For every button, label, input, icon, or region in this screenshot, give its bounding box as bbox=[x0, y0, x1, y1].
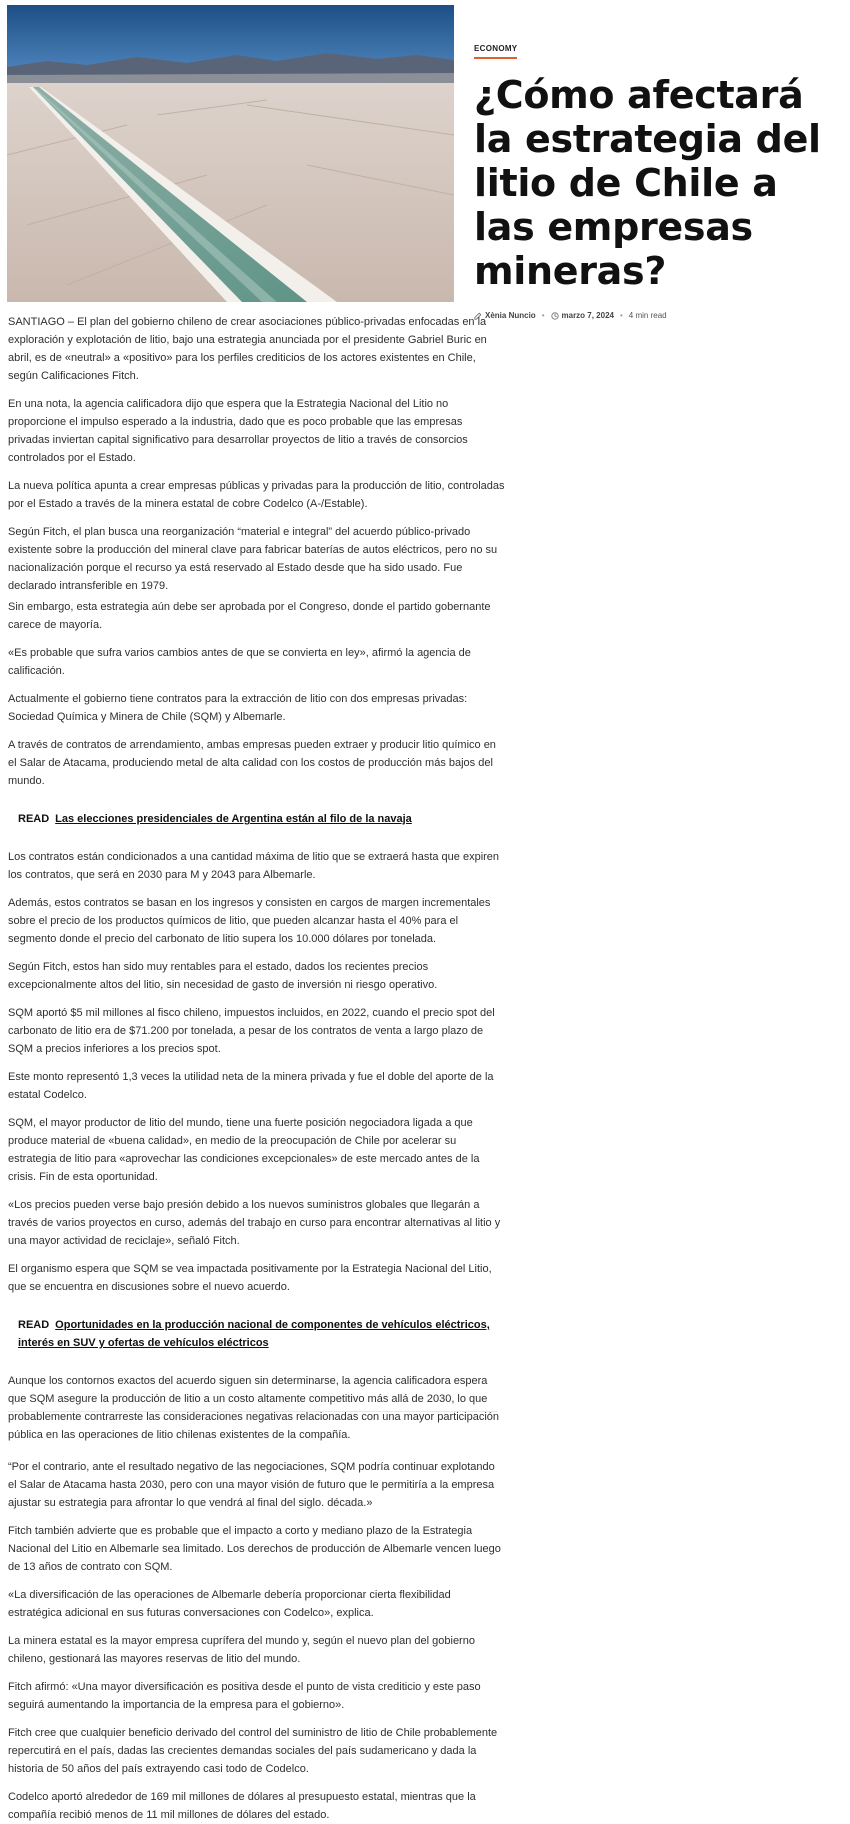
article-paragraph: Actualmente el gobierno tiene contratos para la extracción de litio con dos empresas privadas: Sociedad Química y Minera de Chile (SQM) y Albemarle. bbox=[8, 693, 468, 723]
article-paragraph: En una nota, la agencia calificadora dijo que espera que la Estrategia Nacional del Litio no proporcione el impulso esperado a la industria, dado que es poco probable que las empresas privadas inviertan capital significativo para desarrollar proyectos de litio a través de consorcios controlados por el Estado. bbox=[8, 398, 468, 464]
clock-icon bbox=[551, 312, 559, 320]
article-paragraph: Según Fitch, estos han sido muy rentables para el estado, dados los recientes precios excepcionalmente altos del litio, sin necesidad de gasto de inversión ni riesgo operativo. bbox=[8, 961, 438, 991]
read-also-box bbox=[8, 810, 506, 828]
article-paragraph: «Los precios pueden verse bajo presión debido a los nuevos suministros globales que llegarán a través de varios proyectos en curso, además del trabajo en curso para encontrar alternativas al litio y una mayor actividad de reciclaje», señaló Fitch. bbox=[8, 1199, 501, 1247]
meta-separator: • bbox=[619, 311, 623, 320]
article-title: ¿Cómo afectará la estrategia del litio de Chile a las empresas mineras? bbox=[474, 73, 821, 293]
article-paragraph: El organismo espera que SQM se vea impactada positivamente por la Estrategia Nacional del Litio, que se encuentra en discusiones sobre el nuevo acuerdo. bbox=[8, 1263, 492, 1293]
article-paragraph: Sin embargo, esta estrategia aún debe ser aprobada por el Congreso, donde el partido gobernante carece de mayoría. bbox=[8, 601, 491, 631]
meta-separator: • bbox=[541, 311, 545, 320]
related-article-link[interactable]: Las elecciones presidenciales de Argentina están al filo de la navaja bbox=[55, 813, 412, 825]
article-paragraph: Este monto representó 1,3 veces la utilidad neta de la minera privada y fue el doble del aporte de la estatal Codelco. bbox=[8, 1071, 494, 1101]
article-paragraph: SANTIAGO – El plan del gobierno chileno de crear asociaciones público-privadas enfocadas en la exploración y explotación de litio, bajo una estrategia anunciada por el presidente Gabriel Buric en abril, es de «neutral» a «positivo» para los perfiles crediticios de los actores existentes en Chile, según Calificaciones Fitch. bbox=[8, 316, 487, 382]
article-paragraph: Aunque los contornos exactos del acuerdo siguen sin determinarse, la agencia calificadora espera que SQM asegure la producción de litio a un costo altamente competitivo más allá de 2030, lo que probablemente contrarreste las consideraciones negativas relacionadas con una mayor participación pública en las operaciones de litio chilenas existentes de la compañía. bbox=[8, 1375, 500, 1441]
article-paragraph: La nueva política apunta a crear empresas públicas y privadas para la producción de litio, controladas por el Estado a través de la minera estatal de cobre Codelco (A-/Estable). bbox=[8, 480, 505, 510]
article-paragraph: SQM, el mayor productor de litio del mundo, tiene una fuerte posición negociadora ligada a que produce material de «buena calidad», en medio de la preocupación de Chile por acelerar su estrategia de litio para «aprovechar las condiciones excepcionales» de este mercado antes de la crisis. Fin de esta oportunidad. bbox=[8, 1117, 480, 1183]
read-label: READ bbox=[18, 1319, 50, 1331]
article-paragraph: Codelco aportó alrededor de 169 mil millones de dólares al presupuesto estatal, mientras que la compañía recibió menos de 11 mil millones de dólares del estado. bbox=[8, 1791, 476, 1821]
related-article-link[interactable]: Oportunidades en la producción nacional de componentes de vehículos eléctricos, interés en SUV y ofertas de vehículos eléctricos bbox=[18, 1319, 490, 1349]
article-paragraph: Fitch afirmó: «Una mayor diversificación es positiva desde el punto de vista crediticio y este paso seguirá aumentando la importancia de la empresa para el gobierno». bbox=[8, 1681, 481, 1711]
author-name: Xènia Nuncio bbox=[485, 311, 536, 320]
article-paragraph: Fitch también advierte que es probable que el impacto a corto y mediano plazo de la Estrategia Nacional del Litio en Albemarle sea limitado. Los derechos de producción de Albemarle vencen luego de 13 años de contrato con SQM. bbox=[8, 1525, 501, 1573]
hero-image bbox=[7, 5, 454, 302]
article-meta bbox=[474, 311, 844, 320]
article-header bbox=[474, 38, 844, 320]
article-paragraph: La minera estatal es la mayor empresa cuprífera del mundo y, según el nuevo plan del gobierno chileno, gestionará las mayores reservas de litio del mundo. bbox=[8, 1635, 475, 1665]
read-label: READ bbox=[18, 813, 50, 825]
salt-flat-photo bbox=[7, 5, 454, 302]
article-paragraph: SQM aportó $5 mil millones al fisco chileno, impuestos incluidos, en 2022, cuando el precio spot del carbonato de litio era de $71.200 por tonelada, a pesar de los contratos de venta a largo plazo de SQM a precios inferiores a los precios spot. bbox=[8, 1007, 495, 1055]
article-body bbox=[8, 313, 506, 1824]
article-paragraph: «La diversificación de las operaciones de Albemarle debería proporcionar cierta flexibilidad estratégica adicional en sus futuras conversaciones con Codelco», explica. bbox=[8, 1589, 451, 1619]
date-text: marzo 7, 2024 bbox=[561, 311, 614, 320]
article-paragraph: Según Fitch, el plan busca una reorganización “material e integral” del acuerdo público-privado existente sobre la producción del mineral clave para fabricar baterías de autos eléctricos, pero no su nacionalización porque el recurso ya está reservado al Estado desde que ha sido usado. Fue declarado intransferible en 1979. bbox=[8, 526, 498, 592]
category-link[interactable]: ECONOMY bbox=[474, 44, 517, 59]
article-paragraph: Fitch cree que cualquier beneficio derivado del control del suministro de litio de Chile probablemente repercutirá en el país, dadas las crecientes demandas sociales del país sudamericano y dada la historia de 50 años del país extrayendo casi todo de Codelco. bbox=[8, 1727, 498, 1775]
read-also-box bbox=[8, 1316, 506, 1352]
article-paragraph: Los contratos están condicionados a una cantidad máxima de litio que se extraerá hasta que expiren los contratos, que será en 2030 para M y 2043 para Albemarle. bbox=[8, 851, 500, 881]
article-paragraph: Además, estos contratos se basan en los ingresos y consisten en cargos de margen incrementales sobre el precio de los productos químicos de litio, que pueden alcanzar hasta el 40% para el segmento donde el precio del carbonato de litio supera los 10.000 dólares por tonelada. bbox=[8, 897, 491, 945]
read-time: 4 min read bbox=[628, 311, 667, 320]
article-paragraph: A través de contratos de arrendamiento, ambas empresas pueden extraer y producir litio químico en el Salar de Atacama, produciendo metal de alta calidad con los costos de producción más bajos del mundo. bbox=[8, 739, 496, 787]
publish-date bbox=[551, 311, 614, 320]
article-paragraph: «Es probable que sufra varios cambios antes de que se convierta en ley», afirmó la agencia de calificación. bbox=[8, 647, 471, 677]
article-paragraph: “Por el contrario, ante el resultado negativo de las negociaciones, SQM podría continuar explotando el Salar de Atacama hasta 2030, pero con una mayor visión de futuro que le permitiría a la empresa ajustar su estrategia para afrontar lo que vendrá al final del siglo. década.» bbox=[8, 1461, 495, 1509]
